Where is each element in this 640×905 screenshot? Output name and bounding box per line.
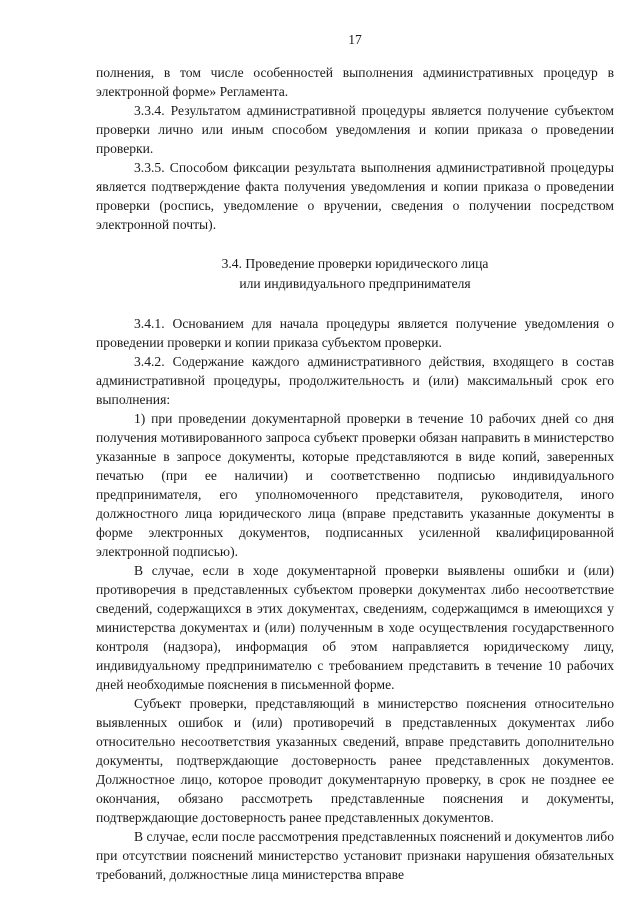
document-page (96, 30, 614, 884)
section-heading-line2: или индивидуального предпринимателя (239, 276, 471, 291)
paragraph-3-3-4: 3.3.4. Результатом административной процедуры является получение субъектом проверки лично или иным способом уведомления и копии приказа о проведении проверки. (96, 103, 614, 156)
paragraph-subject-explanations: Субъект проверки, представляющий в министерство пояснения относительно выявленных ошибок и (или) противоречий в представленных документах либо относительно несоответствия указанных сведений, вправе представить дополнительно документы, подтверждающие достоверность ранее представленных документов. Должностное лицо, которое проводит документарную проверку, в срок не позднее ее окончания, обязано рассмотреть представленные пояснения и документы, подтверждающие достоверность ранее представленных документов. (96, 696, 614, 825)
paragraph-continuation: полнения, в том числе особенностей выполнения административных процедур в электронной форме» Регламента. (96, 65, 614, 99)
paragraph-violations-case: В случае, если после рассмотрения представленных пояснений и документов либо при отсутствии пояснений министерство установит признаки нарушения обязательных требований, должностные лица министерства вправе (96, 829, 614, 882)
paragraph-3-3-5: 3.3.5. Способом фиксации результата выполнения административной процедуры является подтверждение факта получения уведомления и копии приказа о проведении проверки (роспись, уведомление о вручении, сведения о получении посредством электронной почты). (96, 160, 614, 232)
paragraph-item-1: 1) при проведении документарной проверки в течение 10 рабочих дней со дня получения мотивированного запроса субъект проверки обязан направить в министерство указанные в запросе документы, которые представляются в виде копий, заверенных печатью (при ее наличии) и соответственно подписью индивидуального предпринимателя, его уполномоченного представителя, руководителя, иного должностного лица юридического лица (вправе представить указанные документы в форме электронных документов, подписанных усиленной квалифицированной электронной подписью). (96, 411, 614, 559)
paragraph-3-4-1: 3.4.1. Основанием для начала процедуры является получение уведомления о проведении проверки и копии приказа субъектом проверки. (96, 316, 614, 350)
section-heading (96, 254, 614, 294)
paragraph-errors-case: В случае, если в ходе документарной проверки выявлены ошибки и (или) противоречия в представленных субъектом проверки документах либо несоответствие сведений, содержащихся в этих документах, сведениям, содержащимся в имеющихся у министерства документах и (или) полученным в ходе осуществления государственного контроля (надзора), информация об этом направляется юридическому лицу, индивидуальному предпринимателю с требованием представить в течение 10 рабочих дней необходимые пояснения в письменной форме. (96, 563, 614, 692)
section-heading-line1: 3.4. Проведение проверки юридического лица (221, 256, 489, 271)
paragraph-3-4-2: 3.4.2. Содержание каждого административного действия, входящего в состав административной процедуры, продолжительность и (или) максимальный срок его выполнения: (96, 354, 614, 407)
page-number: 17 (348, 32, 362, 47)
